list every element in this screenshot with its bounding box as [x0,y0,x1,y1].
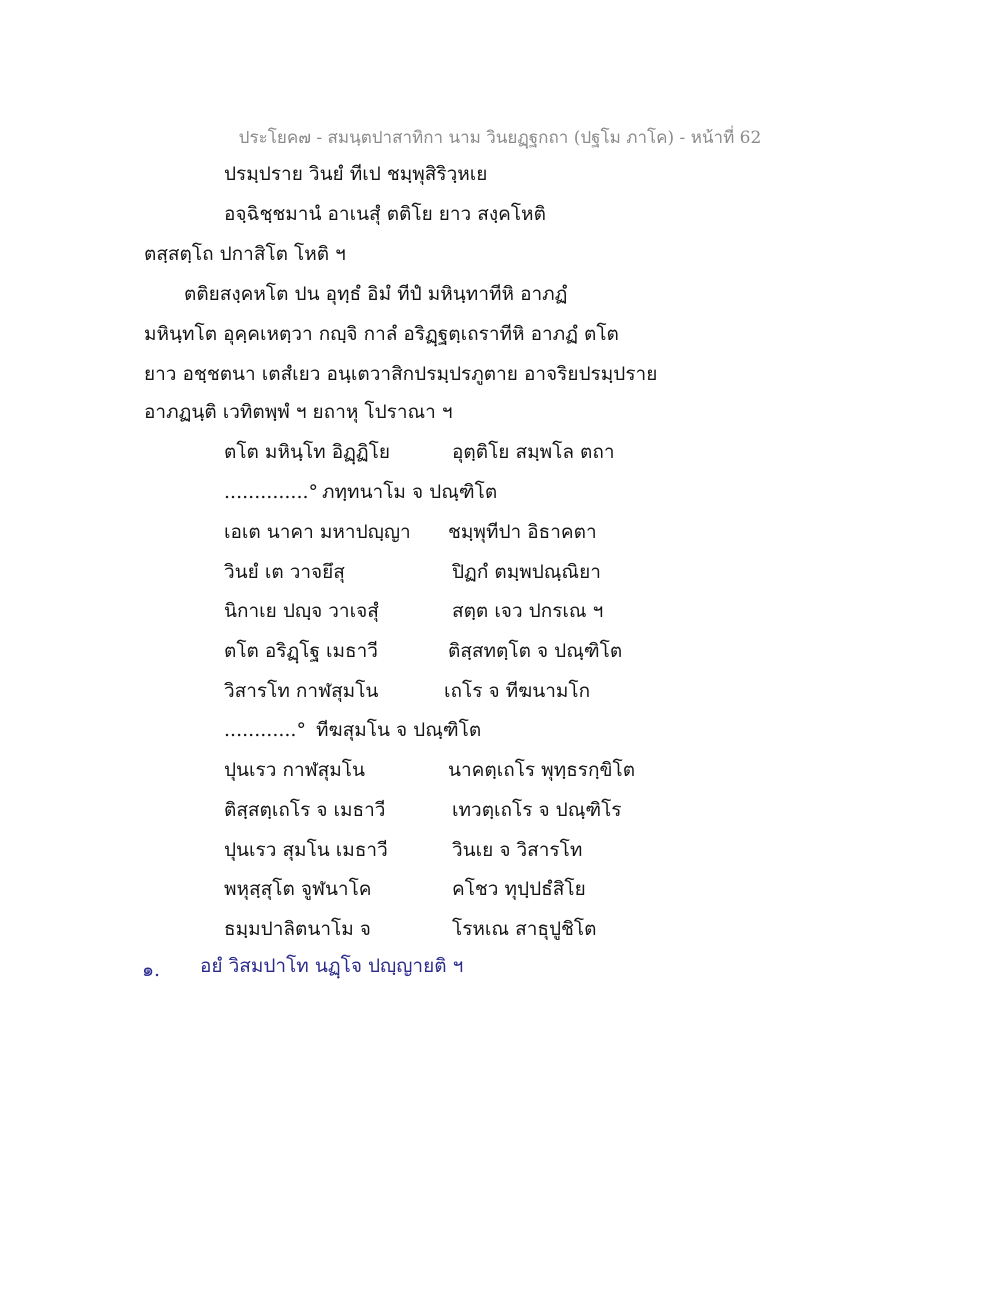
verse-left: วิสารโท กาฬสุมโน [224,680,379,702]
verse-right: ทีฆสุมโน จ ปณฺฑิโต [316,719,482,741]
verse-right: คโชว ทุปฺปธํสิโย [452,878,586,900]
prose-line-4: ตติยสงฺคหโต ปน อุทฺธํ อิมํ ทีปํ มหินฺทาทีหิ อาภฏํ [184,283,568,305]
verse-right: โรหเณ สาธุปูชิโต [452,918,597,940]
verse-right: อุตฺติโย สมฺพโล ตถา [452,441,615,463]
verse-left: ตโต มหินฺโท อิฏฺฏิโย [224,441,390,463]
verse-right: สตฺต เจว ปกรเณ ฯ [452,600,604,622]
prose-line-1: ปรมฺปราย วินยํ ทีเป ชมฺพุสิริวฺหเย [224,163,488,185]
prose-line-5: มหินฺทโต อุคฺคเหตฺวา กญฺจิ กาลํ อริฏฺฐตฺเถราทีหิ อาภฏํ ตโต [144,323,619,345]
prose-line-6: ยาว อชฺชตนา เตสํเยว อนฺเตวาสิกปรมฺปรภูตาย อาจริยปรมฺปราย [144,363,658,385]
verse-left: ............° [224,719,306,741]
verse-left: ปุนเรว กาฬสุมโน [224,759,365,781]
verse-left: นิกาเย ปญฺจ วาเจสุํ [224,600,379,622]
verse-left: เอเต นาคา มหาปญฺญา [224,521,411,543]
verse-left: พหุสฺสุโต จูฬนาโค [224,878,372,900]
prose-line-7: อาภฏนฺติ เวทิตพฺพํ ฯ ยถาหุ โปราณา ฯ [144,401,453,423]
verse-right: เถโร จ ทีฆนามโก [444,680,591,702]
verse-right: ภทฺทนาโม จ ปณฺฑิโต [322,481,498,503]
verse-right: เทวตฺเถโร จ ปณฺฑิโร [452,799,622,821]
footnote-number: ๑. [142,959,161,981]
verse-right: ติสฺสทตฺโต จ ปณฺฑิโต [448,640,623,662]
prose-line-2: อจฺฉิชฺชมานํ อาเนสุํ ตติโย ยาว สงฺคโหติ [224,203,546,225]
verse-left: วินยํ เต วาจยึสุ [224,561,345,583]
verse-right: นาคตฺเถโร พุทฺธรกฺขิโต [448,759,636,781]
verse-left: ธมฺมปาลิตนาโม จ [224,918,371,940]
verse-left: ติสฺสตฺเถโร จ เมธาวี [224,799,386,821]
verse-left: ..............° [224,481,319,503]
prose-line-3: ตสฺสตฺโถ ปกาสิโต โหติ ฯ [144,243,346,265]
verse-right: วินเย จ วิสารโท [452,839,583,861]
verse-right: ปิฏกํ ตมฺพปณฺณิยา [452,561,601,583]
verse-left: ปุนเรว สุมโน เมธาวี [224,839,388,861]
footnote-text: อยํ วิสมปาโท นฏฺโจ ปญฺญายติ ฯ [200,955,464,977]
verse-left: ตโต อริฏฺโฐ เมธาวี [224,640,378,662]
verse-right: ชมฺพุทีปา อิธาคตา [448,521,597,543]
page-header: ประโยค๗ - สมนฺตปาสาทิกา นาม วินยฏฺฐกถา (ปฐโม ภาโค) - หน้าที่ 62 [238,128,762,148]
